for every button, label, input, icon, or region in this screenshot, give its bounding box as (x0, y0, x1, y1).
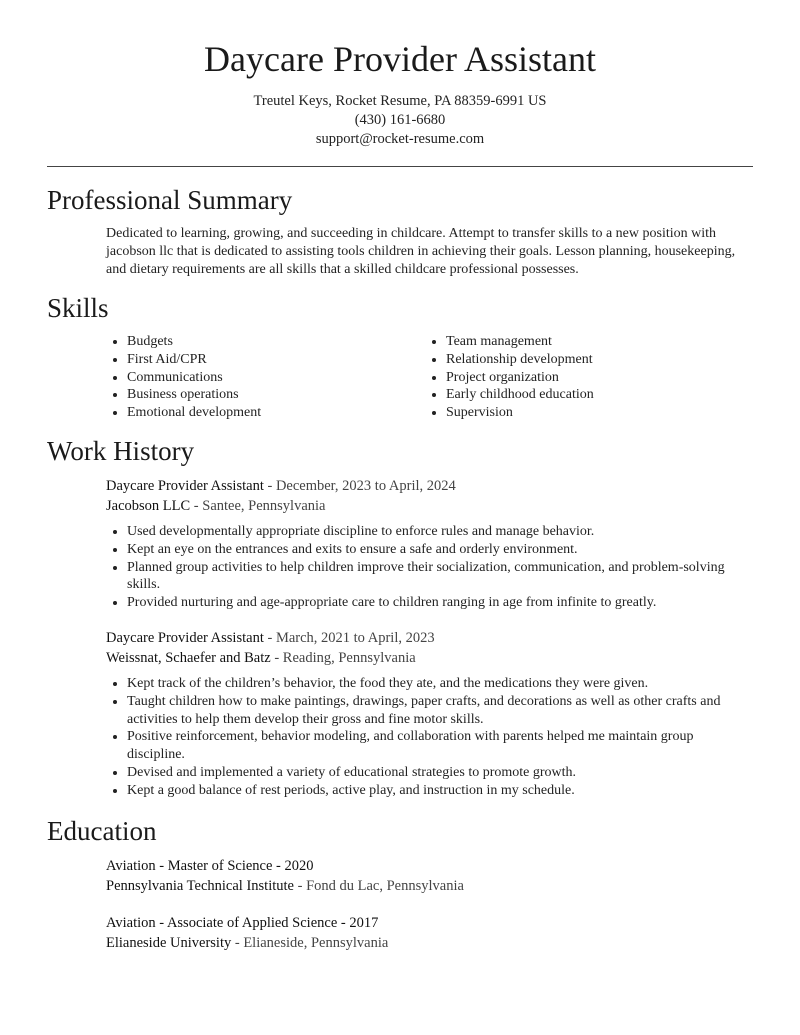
job-entry (106, 476, 753, 612)
education-school-line (106, 876, 753, 896)
education-location: - Fond du Lac, Pennsylvania (293, 877, 464, 894)
education-school: Pennsylvania Technical Institute (106, 877, 294, 894)
skills-list (47, 333, 753, 422)
skill-item: • Budgets (127, 333, 425, 351)
skill-item: • Business operations (127, 386, 425, 404)
phone: (430) 161-6680 (354, 112, 446, 128)
summary-text: Dedicated to learning, growing, and succeeding in childcare. Attempt to transfer skills to a new position with jacobson llc that is dedicated to assisting tools children in achieving their goals. Lesson planning, housekeeping, and dietary requirements are all skills that a skilled childcare professional possesses. (106, 226, 736, 277)
summary-heading: Professional Summary (47, 185, 293, 215)
job-company: Weissnat, Schaefer and Batz (106, 649, 271, 666)
education-school-line (106, 933, 753, 953)
skill-item: • Team management (446, 333, 753, 351)
skill-item: • Emotional development (127, 404, 425, 422)
job-bullet: • Devised and implemented a variety of educational strategies to promote growth. (127, 764, 753, 782)
job-location: - Reading, Pennsylvania (270, 649, 416, 666)
job-bullet: • Kept track of the children’s behavior, the food they ate, and the medications they were given. (127, 675, 753, 693)
skills-right (425, 333, 753, 422)
job-location: - Santee, Pennsylvania (190, 497, 326, 514)
job-title: Daycare Provider Assistant (106, 629, 264, 646)
job-title-line (106, 476, 753, 496)
job-entry (106, 628, 753, 800)
education-degree: Aviation - Master of Science - 2020 (106, 857, 314, 874)
job-company: Jacobson LLC (106, 497, 191, 514)
job-bullet: • Kept a good balance of rest periods, active play, and instruction in my schedule. (127, 782, 753, 800)
education-degree: Aviation - Associate of Applied Science - 2017 (106, 914, 379, 931)
skills-heading: Skills (47, 293, 109, 323)
resume-title: Daycare Provider Assistant (204, 39, 596, 79)
job-bullet: • Kept an eye on the entrances and exits to ensure a safe and orderly environment. (127, 541, 753, 559)
education-heading: Education (47, 815, 157, 846)
skills-left (106, 333, 425, 422)
job-bullet: • Positive reinforcement, behavior modeling, and collaboration with parents helped me maintain group discipline. (127, 728, 753, 764)
work-history (47, 476, 753, 800)
work-heading: Work History (47, 435, 195, 466)
job-dates: - December, 2023 to April, 2024 (263, 477, 456, 494)
contact-info (47, 92, 753, 149)
skill-item: • Relationship development (446, 351, 753, 369)
job-bullet: • Used developmentally appropriate discipline to enforce rules and manage behavior. (127, 523, 753, 541)
job-title-line (106, 628, 753, 648)
address: Treutel Keys, Rocket Resume, PA 88359-6991 US (253, 93, 547, 109)
job-bullet: • Planned group activities to help children improve their socialization, communication, and problem-solving skills. (127, 559, 753, 595)
job-title: Daycare Provider Assistant (106, 477, 264, 494)
job-bullet: • Taught children how to make paintings, drawings, paper crafts, and decorations as well as other crafts and activities to help them develop their gross and fine motor skills. (127, 693, 753, 729)
job-company-line (106, 648, 753, 668)
education-entry (106, 913, 753, 953)
skill-item: • Supervision (446, 404, 753, 422)
skill-item: • Project organization (446, 369, 753, 387)
job-bullet: • Provided nurturing and age-appropriate care to children ranging in age from infinite to greatly. (127, 594, 753, 612)
job-company-line (106, 496, 753, 516)
education-location: - Elianeside, Pennsylvania (231, 934, 389, 951)
job-bullets (106, 675, 753, 800)
skill-item: • First Aid/CPR (127, 351, 425, 369)
divider (47, 166, 753, 167)
education-entry (106, 856, 753, 896)
education-list (47, 856, 753, 953)
job-bullets (106, 523, 753, 612)
job-dates: - March, 2021 to April, 2023 (263, 629, 435, 646)
email: support@rocket-resume.com (315, 131, 485, 147)
skill-item: • Early childhood education (446, 386, 753, 404)
skill-item: • Communications (127, 369, 425, 387)
education-school: Elianeside University (106, 934, 232, 951)
